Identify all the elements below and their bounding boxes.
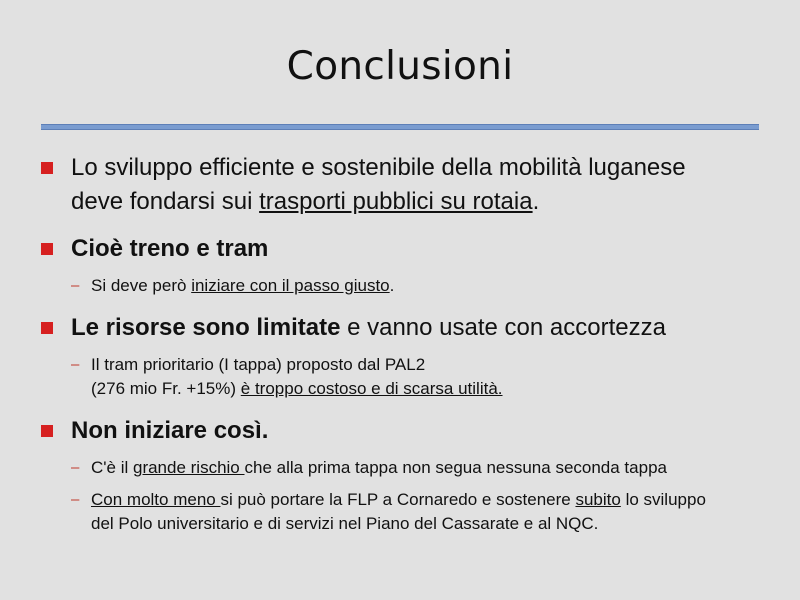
sub-bullet-dash: –: [71, 277, 80, 294]
bullet-marker: [41, 162, 53, 174]
sub-bullet-dash: –: [71, 356, 80, 373]
bullet-marker: [41, 425, 53, 437]
sub-text-a: C'è il: [91, 458, 133, 477]
sub-text-b: .: [389, 276, 395, 295]
sub-underlined: Con molto meno: [91, 490, 221, 509]
sub-text-a: Si deve però: [91, 276, 192, 295]
sub-bullet-dash: –: [71, 491, 80, 508]
sub-bullet-4-2-line-1: [91, 488, 706, 512]
sub-underlined: iniziare con il passo giusto: [191, 276, 390, 295]
title-divider: [41, 124, 759, 130]
bullet-1-text: Lo sviluppo efficiente e sostenibile della mobilità luganese: [71, 154, 686, 181]
sub-underlined: grande rischio: [132, 458, 245, 477]
bullet-3-rest: e vanno usate con accortezza: [340, 314, 666, 341]
bullet-3-bold: Le risorse sono limitate: [71, 314, 341, 341]
sub-bullet-4-1: [91, 456, 667, 480]
bullet-2-text: Cioè treno e tram: [71, 235, 269, 262]
sub-text-b: che alla prima tappa non segua nessuna seconda tappa: [244, 458, 667, 477]
sub-bullet-dash: –: [71, 459, 80, 476]
bullet-marker: [41, 243, 53, 255]
bullet-1-text-a: deve fondarsi sui: [71, 188, 260, 215]
bullet-1-line-1: [71, 151, 686, 184]
bullet-3-text: [71, 311, 666, 344]
sub-text-a: si può portare la FLP a Cornaredo e sostenere: [220, 490, 576, 509]
sub-bullet-2-1: [91, 274, 394, 298]
bullet-1-text-b: .: [532, 188, 540, 215]
sub-underlined: è troppo costoso e di scarsa utilità.: [240, 379, 503, 398]
sub-bullet-3-1-line-1: Il tram prioritario (I tappa) proposto dal PAL2: [91, 355, 426, 374]
bullet-1-line-2: [71, 185, 539, 218]
sub-underlined: subito: [575, 490, 621, 509]
bullet-marker: [41, 322, 53, 334]
sub-bullet-3-1-line-2: [91, 377, 503, 401]
sub-text-a: (276 mio Fr. +15%): [91, 379, 241, 398]
slide-title: Conclusioni: [286, 44, 514, 89]
sub-bullet-4-2-line-2: del Polo universitario e di servizi nel Piano del Cassarate e al NQC.: [91, 514, 599, 533]
sub-text-b: lo sviluppo: [620, 490, 706, 509]
bullet-4-text: Non iniziare così.: [71, 417, 269, 444]
bullet-1-underlined: trasporti pubblici su rotaia: [259, 188, 533, 215]
